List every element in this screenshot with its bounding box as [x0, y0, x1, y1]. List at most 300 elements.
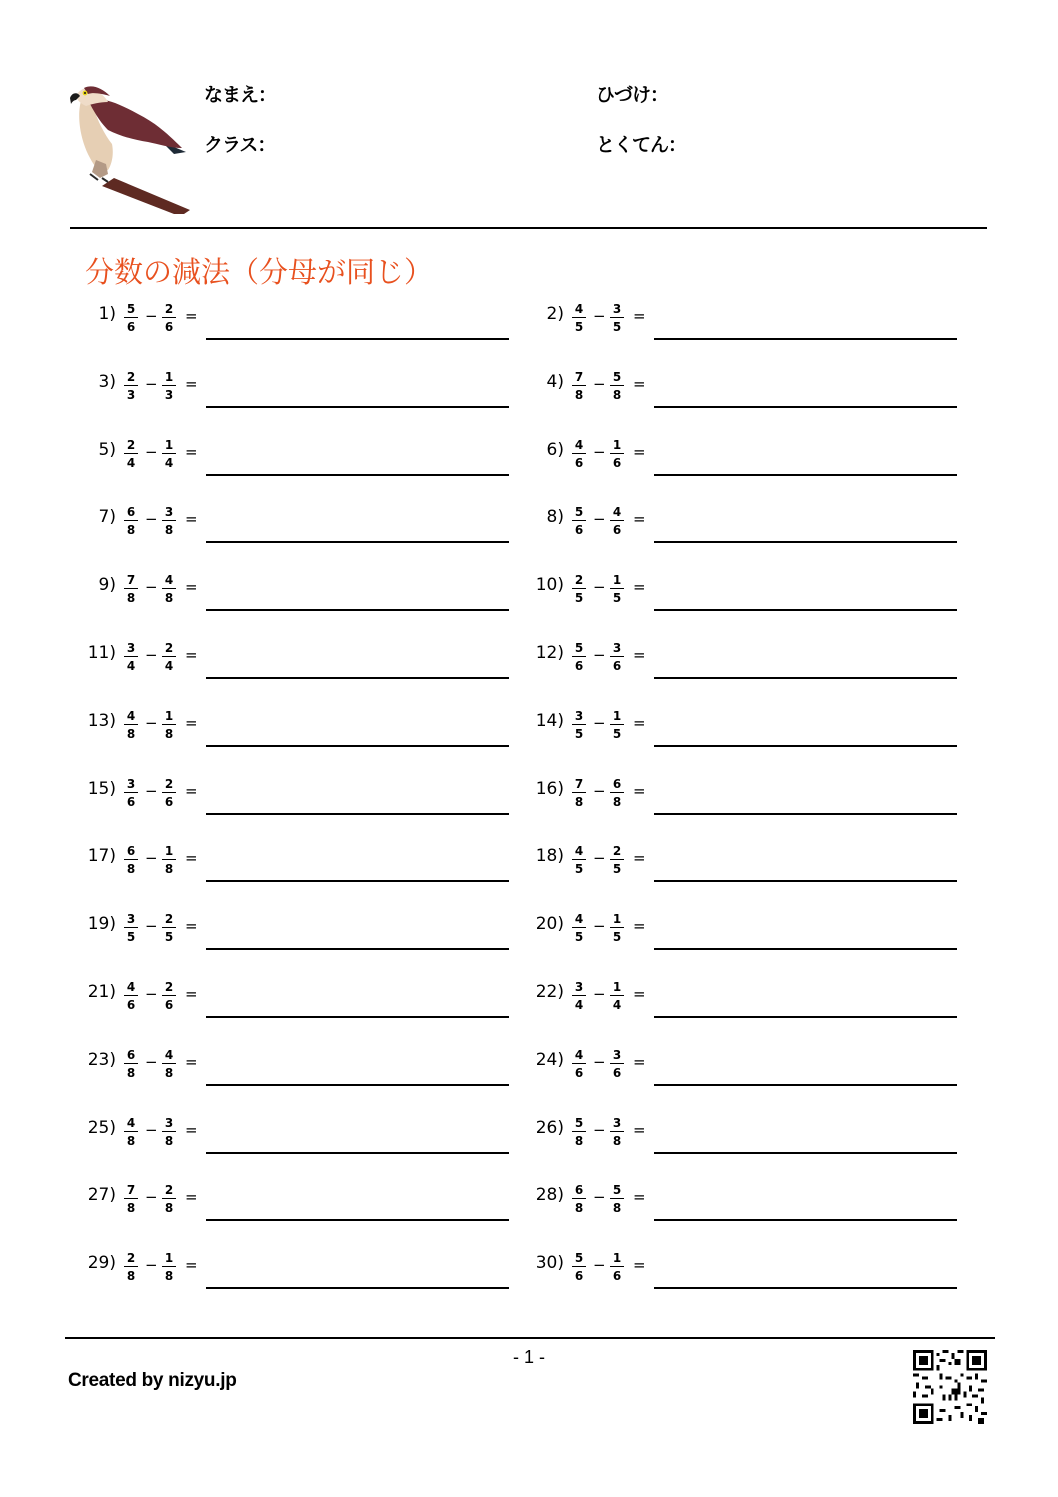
answer-line[interactable] — [206, 1016, 509, 1018]
minus-sign: − — [593, 578, 606, 597]
denominator: 4 — [612, 998, 622, 1012]
minus-sign: − — [145, 781, 158, 800]
answer-line[interactable] — [654, 813, 957, 815]
fraction-b — [162, 1183, 176, 1215]
equals-sign: = — [185, 578, 198, 597]
equals-sign: = — [185, 1120, 198, 1139]
problem-item — [520, 912, 970, 962]
problem-item — [72, 912, 522, 962]
numerator: 2 — [162, 912, 176, 928]
denominator: 6 — [126, 998, 136, 1012]
numerator: 4 — [572, 912, 586, 928]
problem-number: 19) — [87, 914, 116, 935]
denominator: 6 — [612, 1065, 622, 1080]
denominator: 6 — [574, 659, 584, 673]
fraction-a — [572, 370, 586, 402]
fraction-a — [572, 573, 586, 605]
equals-sign: = — [185, 646, 198, 664]
fraction-b — [610, 709, 624, 741]
equals-sign: = — [633, 1256, 646, 1275]
equals-sign: = — [633, 1052, 646, 1071]
denominator: 8 — [126, 1269, 136, 1284]
numerator: 5 — [572, 641, 586, 657]
class-label: クラス： — [204, 134, 276, 156]
answer-line[interactable] — [206, 880, 509, 882]
problem-item — [520, 302, 970, 352]
denominator: 8 — [574, 1133, 584, 1148]
numerator: 3 — [124, 777, 138, 793]
numerator: 1 — [162, 438, 176, 454]
problem-item — [72, 1116, 522, 1166]
denominator: 3 — [164, 387, 174, 402]
answer-line[interactable] — [206, 1219, 509, 1221]
problem-item — [72, 844, 522, 894]
equals-sign: = — [633, 781, 646, 800]
numerator: 3 — [124, 641, 138, 657]
problem-number: 22) — [535, 982, 564, 1002]
numerator: 2 — [124, 1251, 138, 1267]
numerator: 4 — [124, 980, 138, 996]
fraction-a — [572, 777, 586, 809]
problem-item — [520, 777, 970, 827]
minus-sign: − — [145, 307, 158, 325]
numerator: 2 — [124, 438, 138, 454]
problem-number: 2) — [546, 304, 564, 324]
problem-item — [72, 573, 522, 623]
fraction-a — [124, 709, 138, 741]
fraction-a — [124, 1183, 138, 1215]
numerator: 4 — [124, 709, 138, 725]
problem-item — [520, 1048, 970, 1098]
equals-sign: = — [633, 1188, 646, 1207]
fraction-b — [162, 777, 176, 809]
denominator: 8 — [574, 1201, 584, 1216]
answer-line[interactable] — [206, 474, 509, 476]
minus-sign: − — [145, 646, 158, 664]
fraction-a — [572, 1183, 586, 1215]
equals-sign: = — [633, 985, 646, 1003]
denominator: 6 — [164, 320, 174, 334]
minus-sign: − — [145, 985, 158, 1003]
fraction-a — [124, 1048, 138, 1080]
minus-sign: − — [593, 646, 606, 664]
problem-item — [72, 1183, 522, 1233]
fraction-b — [162, 641, 176, 673]
problem-number: 8) — [546, 507, 564, 528]
answer-line[interactable] — [206, 338, 509, 340]
answer-line[interactable] — [206, 1084, 509, 1086]
denominator: 8 — [612, 1201, 622, 1216]
problem-item — [72, 302, 522, 352]
minus-sign: − — [593, 442, 606, 461]
numerator: 2 — [162, 302, 176, 318]
problem-number: 6) — [546, 439, 564, 460]
fraction-a — [124, 302, 138, 334]
denominator: 6 — [612, 523, 622, 538]
problem-item — [520, 844, 970, 894]
denominator: 6 — [612, 455, 622, 470]
problem-item — [72, 1048, 522, 1098]
numerator: 3 — [610, 1116, 624, 1132]
denominator: 5 — [164, 930, 174, 945]
fraction-b — [610, 1251, 624, 1283]
problem-number: 15) — [87, 778, 116, 799]
fraction-b — [610, 844, 624, 876]
minus-sign: − — [145, 849, 158, 868]
numerator: 7 — [124, 1183, 138, 1199]
answer-line[interactable] — [654, 609, 957, 611]
minus-sign: − — [593, 985, 606, 1003]
fraction-b — [610, 438, 624, 470]
problem-number: 13) — [87, 710, 116, 731]
numerator: 5 — [572, 1116, 586, 1132]
problem-item — [72, 505, 522, 555]
answer-line[interactable] — [654, 338, 957, 340]
answer-line[interactable] — [654, 406, 957, 408]
answer-line[interactable] — [654, 1287, 957, 1289]
minus-sign: − — [593, 781, 606, 800]
denominator: 5 — [574, 726, 584, 741]
problem-item — [520, 1183, 970, 1233]
numerator: 1 — [610, 1251, 624, 1267]
denominator: 6 — [126, 794, 136, 809]
denominator: 5 — [612, 862, 622, 877]
equals-sign: = — [185, 985, 198, 1003]
denominator: 8 — [574, 387, 584, 402]
answer-line[interactable] — [206, 948, 509, 950]
problem-number: 7) — [98, 507, 116, 528]
fraction-a — [572, 1048, 586, 1080]
numerator: 5 — [610, 1183, 624, 1199]
answer-line[interactable] — [654, 948, 957, 950]
problem-number: 11) — [87, 643, 116, 663]
problem-number: 16) — [535, 778, 564, 799]
denominator: 8 — [164, 1065, 174, 1080]
numerator: 4 — [610, 505, 624, 521]
problem-item — [520, 438, 970, 488]
numerator: 5 — [572, 505, 586, 521]
problem-item — [72, 370, 522, 420]
minus-sign: − — [145, 510, 158, 529]
problem-number: 12) — [535, 643, 564, 663]
denominator: 8 — [126, 1133, 136, 1148]
numerator: 7 — [572, 777, 586, 793]
denominator: 8 — [574, 794, 584, 809]
numerator: 1 — [610, 573, 624, 589]
minus-sign: − — [593, 1188, 606, 1207]
fraction-a — [124, 438, 138, 470]
equals-sign: = — [185, 442, 198, 461]
answer-line[interactable] — [654, 1016, 957, 1018]
numerator: 6 — [572, 1183, 586, 1199]
credit-text: Created by nizyu.jp — [68, 1370, 237, 1391]
fraction-b — [610, 777, 624, 809]
name-label: なまえ： — [204, 84, 277, 106]
problem-number: 18) — [535, 846, 564, 867]
equals-sign: = — [185, 307, 198, 325]
footer-divider — [65, 1337, 995, 1339]
problem-number: 27) — [87, 1185, 116, 1206]
fraction-b — [162, 302, 176, 334]
fraction-a — [124, 505, 138, 537]
problem-number: 28) — [535, 1185, 564, 1206]
numerator: 1 — [162, 1251, 176, 1267]
minus-sign: − — [145, 713, 158, 732]
problem-number: 26) — [535, 1117, 564, 1138]
fraction-a — [572, 844, 586, 876]
numerator: 3 — [572, 980, 586, 996]
denominator: 8 — [126, 726, 136, 741]
denominator: 5 — [574, 862, 584, 877]
denominator: 8 — [126, 862, 136, 877]
fraction-b — [610, 1048, 624, 1080]
answer-line[interactable] — [654, 541, 957, 543]
equals-sign: = — [633, 917, 646, 936]
answer-line[interactable] — [654, 474, 957, 476]
equals-sign: = — [185, 781, 198, 800]
problem-number: 4) — [546, 371, 564, 392]
minus-sign: − — [145, 1188, 158, 1207]
fraction-b — [610, 1183, 624, 1215]
fraction-a — [124, 912, 138, 944]
fraction-a — [572, 912, 586, 944]
problem-item — [520, 1116, 970, 1166]
fraction-a — [124, 777, 138, 809]
fraction-b — [610, 912, 624, 944]
equals-sign: = — [185, 849, 198, 868]
denominator: 5 — [574, 930, 584, 945]
minus-sign: − — [593, 917, 606, 936]
denominator: 4 — [164, 659, 174, 673]
numerator: 3 — [124, 912, 138, 928]
equals-sign: = — [185, 510, 198, 529]
numerator: 4 — [572, 1048, 586, 1064]
numerator: 4 — [162, 573, 176, 589]
fraction-a — [124, 573, 138, 605]
answer-line[interactable] — [654, 677, 957, 679]
answer-line[interactable] — [206, 609, 509, 611]
problem-number: 1) — [98, 304, 116, 324]
numerator: 5 — [572, 1251, 586, 1267]
problem-number: 23) — [87, 1049, 116, 1070]
denominator: 8 — [126, 591, 136, 606]
fraction-a — [124, 1116, 138, 1148]
equals-sign: = — [633, 442, 646, 461]
header-divider — [70, 227, 987, 229]
numerator: 2 — [162, 777, 176, 793]
fraction-b — [610, 641, 624, 673]
problem-number: 21) — [87, 982, 116, 1002]
equals-sign: = — [185, 713, 198, 732]
minus-sign: − — [145, 1120, 158, 1139]
denominator: 8 — [612, 794, 622, 809]
denominator: 8 — [164, 591, 174, 606]
problem-number: 29) — [87, 1253, 116, 1274]
qr-code-icon — [912, 1350, 988, 1424]
equals-sign: = — [633, 307, 646, 325]
numerator: 3 — [610, 1048, 624, 1064]
answer-line[interactable] — [654, 1219, 957, 1221]
problem-item — [72, 438, 522, 488]
problem-item — [72, 641, 522, 691]
minus-sign: − — [593, 1120, 606, 1139]
denominator: 8 — [126, 523, 136, 538]
answer-line[interactable] — [206, 406, 509, 408]
score-label: とくてん： — [596, 134, 687, 156]
fraction-b — [162, 1048, 176, 1080]
numerator: 6 — [610, 777, 624, 793]
answer-line[interactable] — [206, 813, 509, 815]
minus-sign: − — [145, 374, 158, 393]
fraction-a — [572, 980, 586, 1012]
answer-line[interactable] — [206, 541, 509, 543]
equals-sign: = — [633, 510, 646, 529]
fraction-b — [162, 912, 176, 944]
denominator: 8 — [612, 387, 622, 402]
numerator: 1 — [162, 709, 176, 725]
fraction-a — [124, 980, 138, 1012]
answer-line[interactable] — [654, 745, 957, 747]
equals-sign: = — [185, 1188, 198, 1207]
fraction-b — [162, 573, 176, 605]
problem-number: 17) — [87, 846, 116, 867]
denominator: 6 — [574, 1269, 584, 1284]
denominator: 6 — [164, 794, 174, 809]
denominator: 8 — [612, 1133, 622, 1148]
problem-number: 3) — [98, 371, 116, 392]
numerator: 3 — [572, 709, 586, 725]
fraction-a — [572, 438, 586, 470]
numerator: 6 — [124, 505, 138, 521]
numerator: 4 — [124, 1116, 138, 1132]
numerator: 3 — [162, 505, 176, 521]
numerator: 7 — [572, 370, 586, 386]
denominator: 8 — [164, 862, 174, 877]
denominator: 4 — [574, 998, 584, 1012]
fraction-b — [162, 1116, 176, 1148]
numerator: 1 — [610, 438, 624, 454]
problem-item — [520, 573, 970, 623]
numerator: 2 — [162, 980, 176, 996]
fraction-a — [572, 641, 586, 673]
minus-sign: − — [145, 1256, 158, 1275]
numerator: 1 — [162, 844, 176, 860]
fraction-a — [124, 1251, 138, 1283]
problem-number: 10) — [535, 575, 564, 596]
denominator: 8 — [164, 1201, 174, 1216]
problem-number: 24) — [535, 1049, 564, 1070]
fraction-b — [610, 573, 624, 605]
numerator: 4 — [572, 302, 586, 318]
denominator: 5 — [574, 320, 584, 334]
fraction-a — [572, 1116, 586, 1148]
answer-line[interactable] — [654, 1084, 957, 1086]
fraction-a — [572, 1251, 586, 1283]
problem-item — [520, 641, 970, 691]
minus-sign: − — [593, 374, 606, 393]
numerator: 2 — [162, 641, 176, 657]
answer-line[interactable] — [206, 677, 509, 679]
problem-item — [520, 980, 970, 1030]
fraction-b — [610, 370, 624, 402]
numerator: 4 — [162, 1048, 176, 1064]
equals-sign: = — [633, 578, 646, 597]
equals-sign: = — [633, 646, 646, 664]
minus-sign: − — [593, 307, 606, 325]
fraction-b — [162, 980, 176, 1012]
fraction-b — [162, 505, 176, 537]
answer-line[interactable] — [654, 880, 957, 882]
denominator: 6 — [126, 320, 136, 334]
minus-sign: − — [593, 713, 606, 732]
problem-number: 14) — [535, 710, 564, 731]
fraction-b — [610, 1116, 624, 1148]
denominator: 4 — [164, 455, 174, 470]
problem-number: 5) — [98, 439, 116, 460]
denominator: 8 — [126, 1065, 136, 1080]
denominator: 5 — [612, 726, 622, 741]
minus-sign: − — [593, 510, 606, 529]
denominator: 8 — [164, 726, 174, 741]
numerator: 4 — [572, 844, 586, 860]
denominator: 3 — [126, 387, 136, 402]
problem-item — [520, 1251, 970, 1301]
numerator: 2 — [124, 370, 138, 386]
denominator: 8 — [164, 523, 174, 538]
numerator: 1 — [162, 370, 176, 386]
denominator: 5 — [612, 930, 622, 945]
answer-line[interactable] — [654, 1152, 957, 1154]
osprey-illustration — [62, 74, 192, 214]
date-label: ひづけ： — [596, 84, 669, 106]
denominator: 6 — [612, 1269, 622, 1284]
numerator: 3 — [162, 1116, 176, 1132]
fraction-a — [124, 844, 138, 876]
equals-sign: = — [185, 1256, 198, 1275]
numerator: 6 — [124, 1048, 138, 1064]
equals-sign: = — [185, 1052, 198, 1071]
denominator: 6 — [574, 1065, 584, 1080]
answer-line[interactable] — [206, 745, 509, 747]
fraction-b — [162, 438, 176, 470]
numerator: 2 — [610, 844, 624, 860]
answer-line[interactable] — [206, 1152, 509, 1154]
equals-sign: = — [633, 1120, 646, 1139]
numerator: 6 — [124, 844, 138, 860]
problem-item — [72, 709, 522, 759]
denominator: 5 — [612, 591, 622, 606]
fraction-b — [162, 370, 176, 402]
fraction-b — [162, 1251, 176, 1283]
numerator: 5 — [610, 370, 624, 386]
fraction-a — [124, 641, 138, 673]
equals-sign: = — [633, 849, 646, 868]
minus-sign: − — [593, 1256, 606, 1275]
equals-sign: = — [633, 713, 646, 732]
numerator: 3 — [610, 641, 624, 657]
fraction-a — [572, 302, 586, 334]
answer-line[interactable] — [206, 1287, 509, 1289]
fraction-b — [162, 844, 176, 876]
numerator: 4 — [572, 438, 586, 454]
minus-sign: − — [145, 442, 158, 461]
denominator: 5 — [126, 930, 136, 945]
denominator: 6 — [574, 523, 584, 538]
problem-item — [72, 980, 522, 1030]
minus-sign: − — [145, 917, 158, 936]
fraction-a — [124, 370, 138, 402]
numerator: 1 — [610, 912, 624, 928]
